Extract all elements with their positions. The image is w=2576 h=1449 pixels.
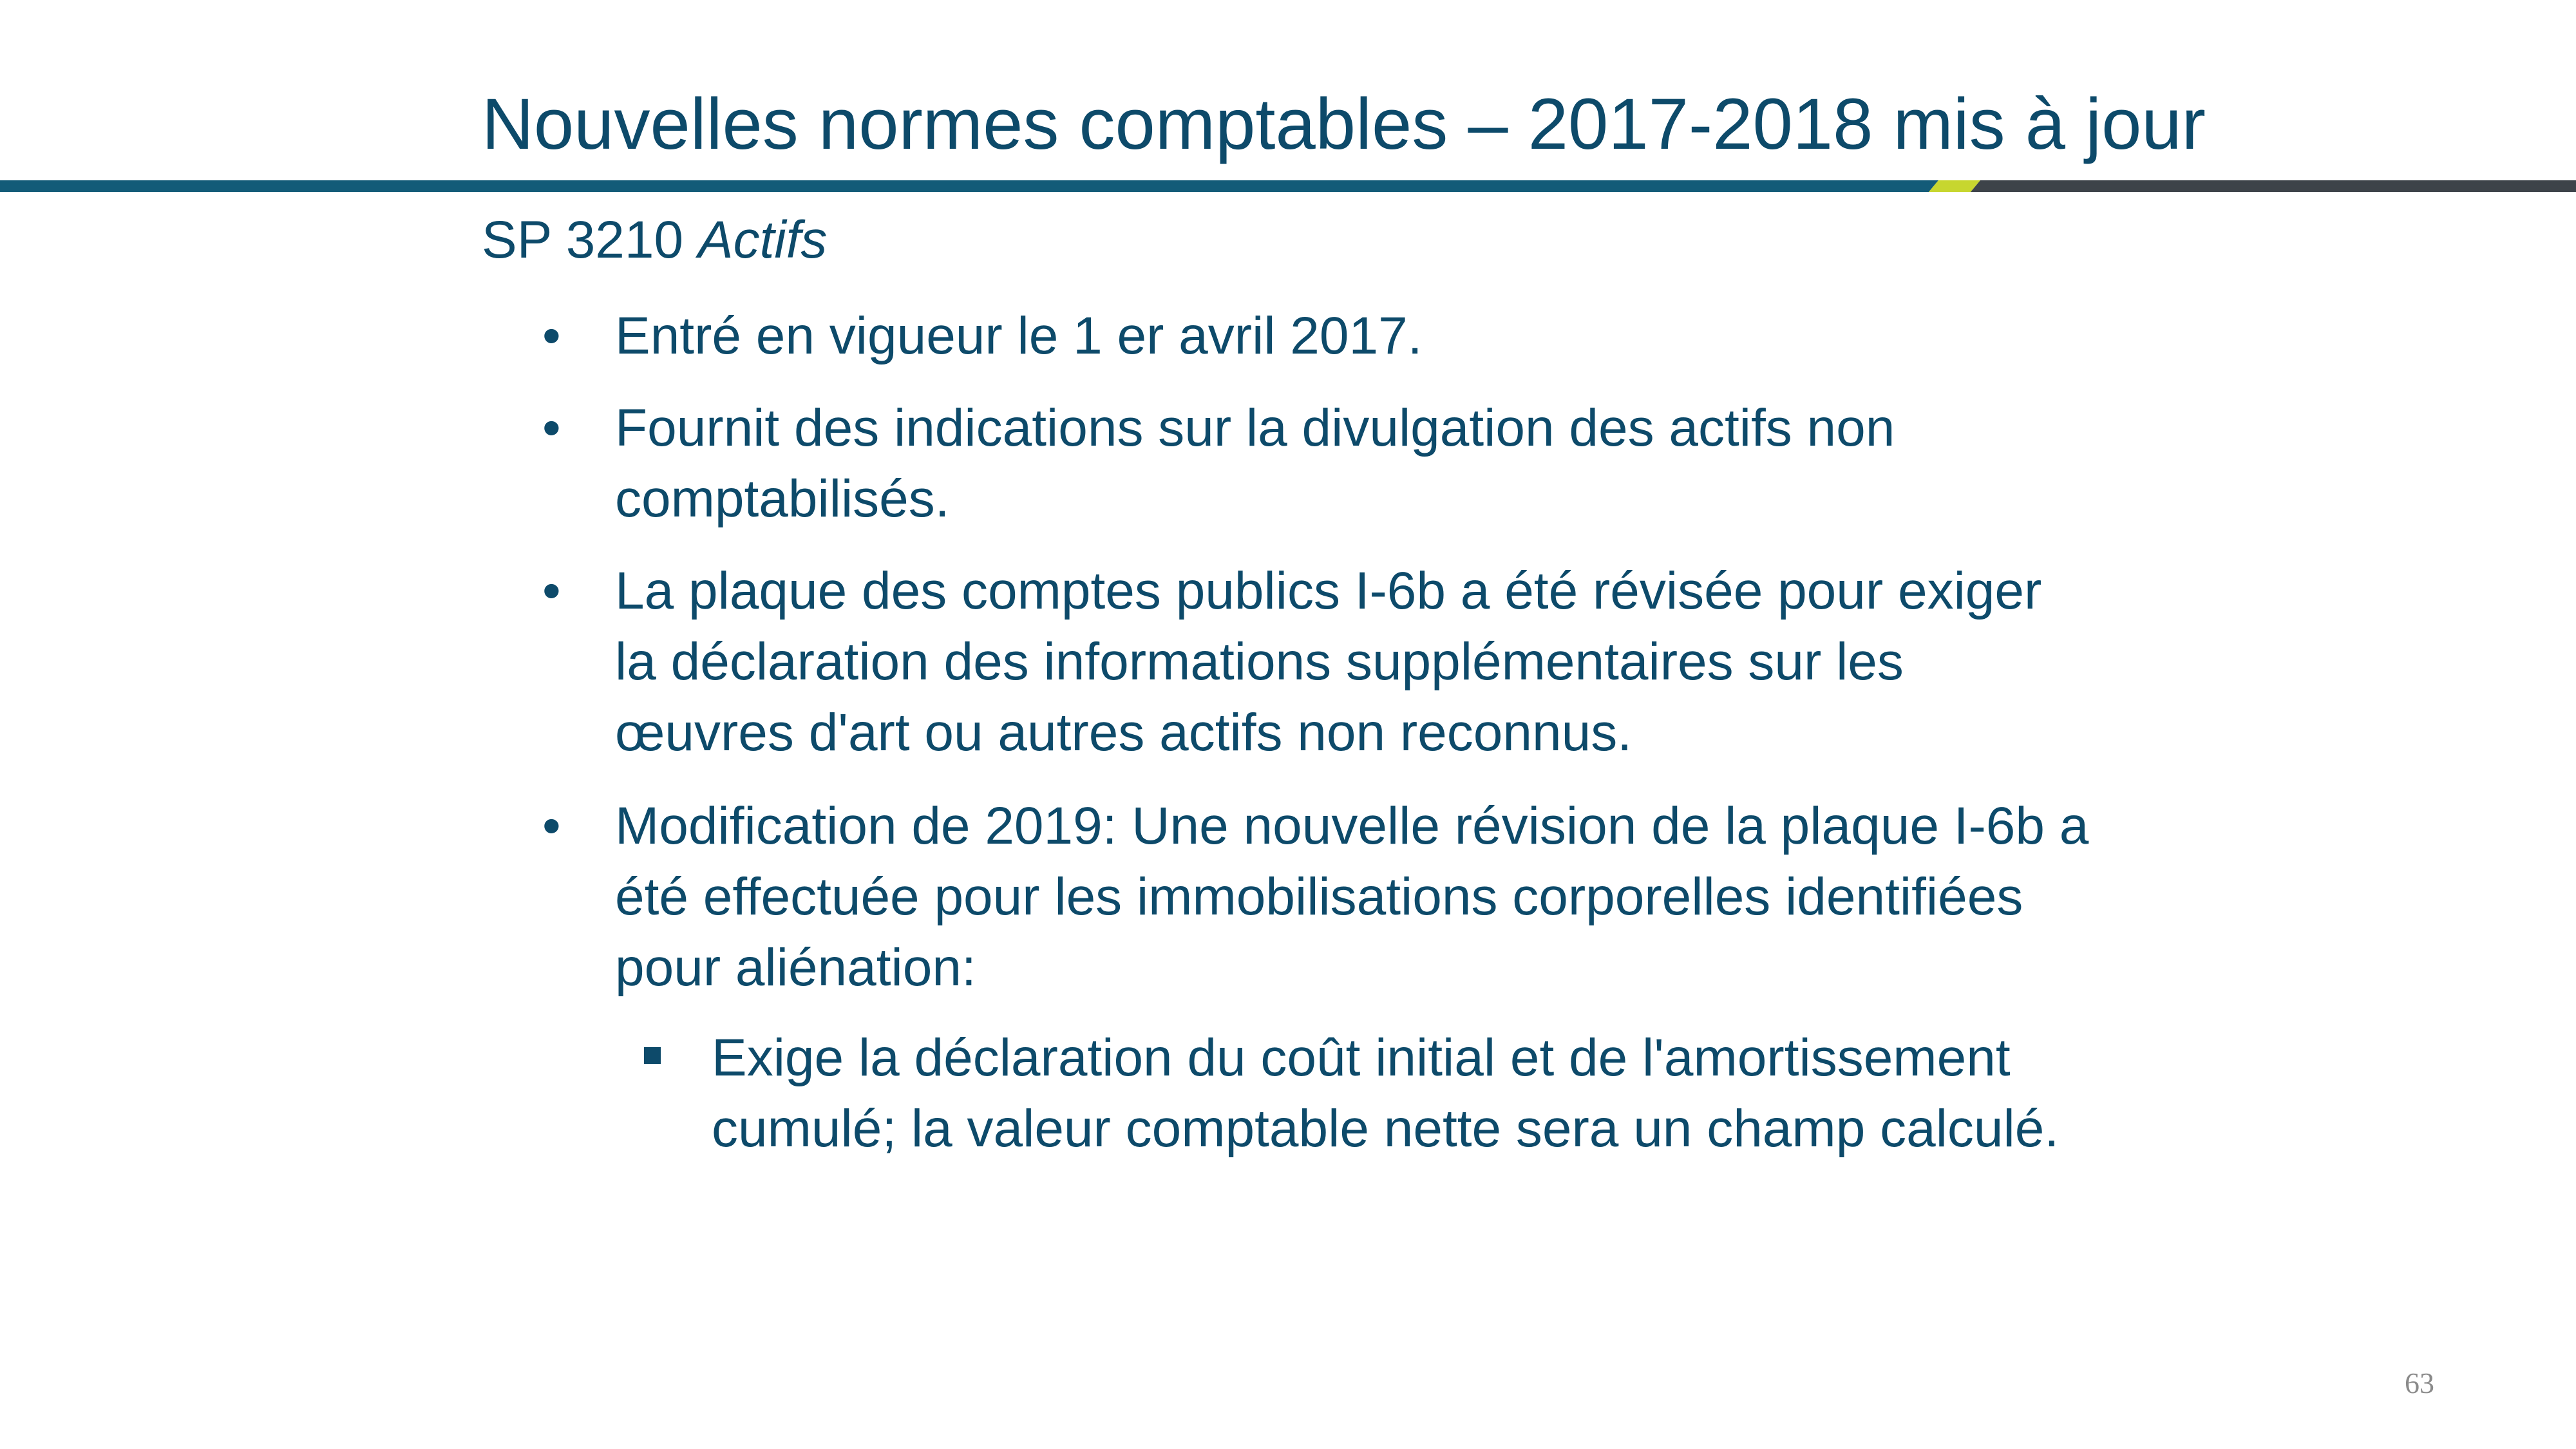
header-rule-teal	[0, 180, 1938, 192]
header-rule	[0, 180, 2576, 192]
bullet-item: Fournit des indications sur la divulgation des actifs non comptabilisés.	[615, 399, 1895, 528]
bullet-item: Modification de 2019: Une nouvelle révision de la plaque I-6b a été effectuée pour les immobilisations corporelles identifiées pour aliénation:	[615, 797, 2089, 997]
bullet-marker: •	[542, 562, 561, 620]
sub-bullet-item: Exige la déclaration du coût initial et de l'amortissement cumulé; la valeur comptable nette sera un champ calculé.	[712, 1028, 2060, 1158]
bullet-marker: •	[542, 797, 561, 855]
sub-bullet-square-icon	[644, 1047, 661, 1064]
page-number: 63	[2405, 1367, 2434, 1399]
header-rule-dark	[1971, 180, 2576, 192]
subtitle-emphasis: Actifs	[697, 211, 828, 269]
bullet-marker: •	[542, 399, 561, 457]
slide-title: Nouvelles normes comptables – 2017-2018 mis à jour	[482, 84, 2206, 164]
subtitle-standard: SP 3210	[482, 211, 698, 269]
bullet-item: Entré en vigueur le 1 er avril 2017.	[615, 307, 1423, 365]
bullet-item: La plaque des comptes publics I-6b a été révisée pour exiger la déclaration des informations supplémentaires sur les œuvres d'art ou autres actifs non reconnus.	[615, 562, 2042, 762]
slide-subtitle	[482, 205, 827, 276]
bullet-marker: •	[542, 307, 561, 365]
